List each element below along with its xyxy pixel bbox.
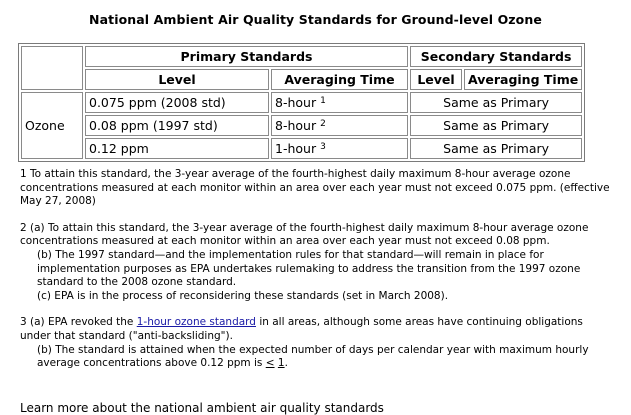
footnote-2b-text: (b) The 1997 standard—and the implementation rules for that standard—will remain in place for implementation purposes as EPA undertakes rulemaking to address the transition from the 1997 ozone standard to the 2008 ozone standard. [37,248,581,289]
table-row [21,92,582,113]
averaging-time-cell [271,92,408,113]
less-equal-symbol: < [265,357,275,370]
ozone-standards-table [18,43,585,162]
averaging-time-value: 8-hour [275,118,317,133]
footnote-3a-rest: in all areas, although some areas have continuing obligations under that standard ("anti-backsliding"). [20,316,583,342]
table-row [21,115,582,136]
page-title: National Ambient Air Quality Standards for Ground-level Ozone [89,12,542,27]
level-cell: 0.075 ppm (2008 std) [85,92,269,113]
level-cell: 0.08 ppm (1997 std) [85,115,269,136]
averaging-time-value: 1-hour [275,141,317,156]
footnote-3b-end: . [284,357,288,370]
secondary-averaging-time-header: Averaging Time [464,69,582,90]
footnote-1-text: 1 To attain this standard, the 3-year average of the fourth-highest daily maximum 8-hour average ozone concentrations measured at each monitor within an area over each year must not exceed 0.075 ppm. (effective May 27, 2008) [20,168,610,208]
secondary-cell: Same as Primary [410,138,582,159]
footnote-2c-text: (c) EPA is in the process of reconsidering these standards (set in March 2008). [37,289,449,302]
averaging-time-header: Averaging Time [271,69,408,90]
level-cell: 0.12 ppm [85,138,269,159]
primary-standards-header: Primary Standards [85,46,408,67]
footnote-3a-text [20,316,612,343]
footnote-2 [20,222,612,304]
footnote-ref: 2 [320,119,326,129]
footnotes [20,168,612,384]
corner-cell [21,46,83,90]
footnote-3b-lead: (b) The standard is attained when the expected number of days per calendar year with maximum hourly average concentrations above 0.12 ppm is [37,343,589,370]
level-header: Level [85,69,269,90]
footnote-3b-text [20,344,612,371]
pollutant-cell: Ozone [21,92,83,159]
table-row [21,138,582,159]
one-hour-standard-link[interactable]: 1-hour ozone standard [136,316,256,329]
averaging-time-cell [271,115,408,136]
averaging-time-cell [271,138,408,159]
secondary-cell: Same as Primary [410,92,582,113]
footnote-1 [20,168,612,209]
secondary-standards-header: Secondary Standards [410,46,582,67]
secondary-cell: Same as Primary [410,115,582,136]
learn-more-text: Learn more about the national ambient air quality standards [20,401,384,415]
threshold-value: 1 [277,357,285,370]
secondary-level-header: Level [410,69,462,90]
footnote-3a-lead: 3 (a) EPA revoked the [20,316,137,329]
footnote-ref: 3 [320,142,326,152]
footnote-3 [20,316,612,370]
averaging-time-value: 8-hour [275,95,317,110]
footnote-2a-text: 2 (a) To attain this standard, the 3-year average of the fourth-highest daily maximum 8-hour average ozone concentrations measured at each monitor within an area over each year must not exceed 0.08 ppm. [20,221,589,248]
footnote-ref: 1 [320,96,326,106]
